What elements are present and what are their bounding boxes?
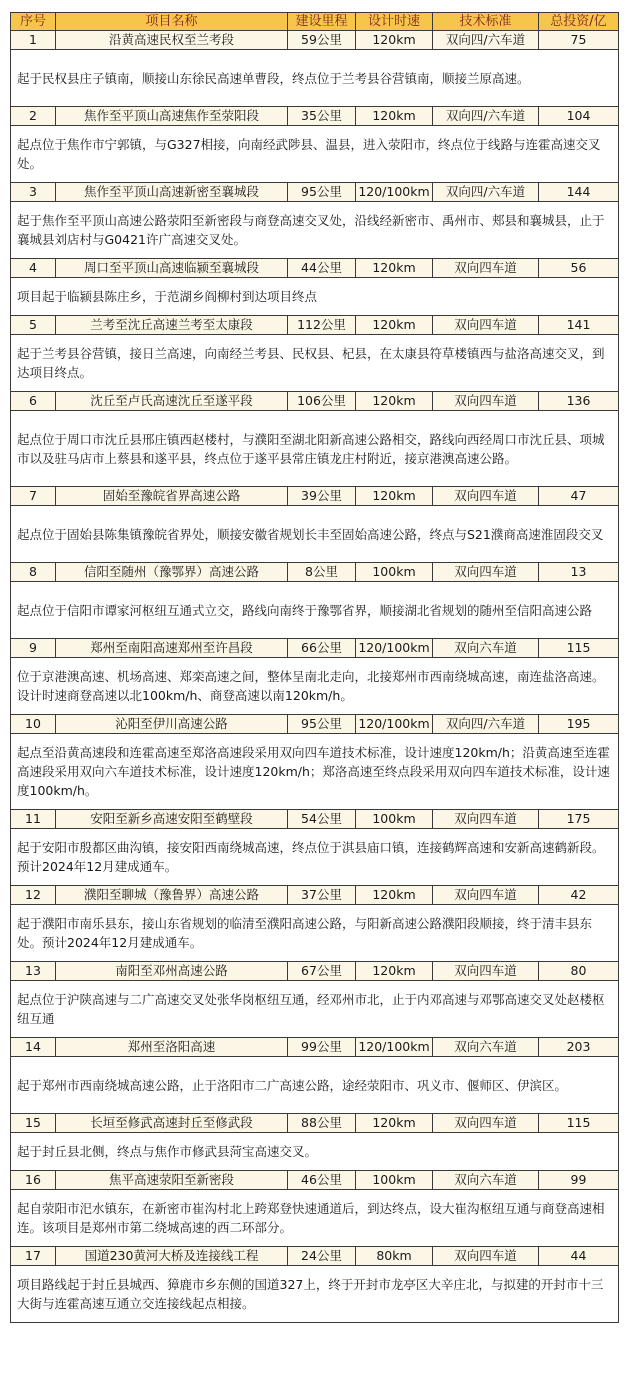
header-investment: 总投资/亿 bbox=[539, 13, 619, 31]
project-desc-row bbox=[11, 278, 619, 316]
table-header-row bbox=[11, 13, 619, 31]
project-row bbox=[11, 962, 619, 981]
project-length: 54公里 bbox=[288, 810, 356, 829]
project-no: 10 bbox=[11, 715, 56, 734]
project-no: 1 bbox=[11, 31, 56, 50]
project-row bbox=[11, 1171, 619, 1190]
project-investment: 99 bbox=[539, 1171, 619, 1190]
project-length: 24公里 bbox=[288, 1247, 356, 1266]
project-speed: 120km bbox=[356, 962, 433, 981]
project-length: 8公里 bbox=[288, 563, 356, 582]
project-length: 67公里 bbox=[288, 962, 356, 981]
project-desc-row bbox=[11, 506, 619, 563]
project-standard: 双向四车道 bbox=[433, 962, 539, 981]
project-desc-row bbox=[11, 335, 619, 392]
project-standard: 双向四车道 bbox=[433, 1114, 539, 1133]
project-description: 起于兰考县谷营镇，接日兰高速，向南经兰考县、民权县、杞县，在太康县符草楼镇西与盐洛高速交叉，到达项目终点。 bbox=[11, 335, 619, 392]
project-investment: 115 bbox=[539, 1114, 619, 1133]
project-name: 安阳至新乡高速安阳至鹤壁段 bbox=[56, 810, 288, 829]
project-speed: 120/100km bbox=[356, 715, 433, 734]
header-no: 序号 bbox=[11, 13, 56, 31]
project-investment: 175 bbox=[539, 810, 619, 829]
project-investment: 47 bbox=[539, 487, 619, 506]
project-row bbox=[11, 107, 619, 126]
project-speed: 120/100km bbox=[356, 183, 433, 202]
project-investment: 104 bbox=[539, 107, 619, 126]
project-no: 13 bbox=[11, 962, 56, 981]
project-description: 起于安阳市殷都区曲沟镇，接安阳西南绕城高速，终点位于淇县庙口镇，连接鹤辉高速和安新高速鹤新段。预计2024年12月建成通车。 bbox=[11, 829, 619, 886]
project-description: 起于郑州市西南绕城高速公路，止于洛阳市二广高速公路，途经荥阳市、巩义市、偃师区、伊滨区。 bbox=[11, 1057, 619, 1114]
project-speed: 120/100km bbox=[356, 639, 433, 658]
project-no: 7 bbox=[11, 487, 56, 506]
project-length: 35公里 bbox=[288, 107, 356, 126]
project-standard: 双向四车道 bbox=[433, 563, 539, 582]
project-desc-row bbox=[11, 981, 619, 1038]
project-row bbox=[11, 1247, 619, 1266]
project-speed: 120km bbox=[356, 886, 433, 905]
header-length: 建设里程 bbox=[288, 13, 356, 31]
project-standard: 双向六车道 bbox=[433, 639, 539, 658]
project-investment: 42 bbox=[539, 886, 619, 905]
project-length: 66公里 bbox=[288, 639, 356, 658]
project-name: 沁阳至伊川高速公路 bbox=[56, 715, 288, 734]
project-name: 南阳至邓州高速公路 bbox=[56, 962, 288, 981]
project-description: 起点位于固始县陈集镇豫皖省界处，顺接安徽省规划长丰至固始高速公路，终点与S21濮商高速淮固段交叉 bbox=[11, 506, 619, 563]
project-investment: 141 bbox=[539, 316, 619, 335]
project-length: 95公里 bbox=[288, 715, 356, 734]
project-no: 2 bbox=[11, 107, 56, 126]
project-row bbox=[11, 487, 619, 506]
project-standard: 双向四车道 bbox=[433, 392, 539, 411]
project-speed: 120km bbox=[356, 487, 433, 506]
project-length: 99公里 bbox=[288, 1038, 356, 1057]
project-name: 焦作至平顶山高速新密至襄城段 bbox=[56, 183, 288, 202]
project-desc-row bbox=[11, 1133, 619, 1171]
project-investment: 80 bbox=[539, 962, 619, 981]
project-speed: 120km bbox=[356, 31, 433, 50]
project-name: 沈丘至卢氏高速沈丘至遂平段 bbox=[56, 392, 288, 411]
project-desc-row bbox=[11, 734, 619, 810]
project-standard: 双向六车道 bbox=[433, 1171, 539, 1190]
project-no: 9 bbox=[11, 639, 56, 658]
project-name: 国道230黄河大桥及连接线工程 bbox=[56, 1247, 288, 1266]
project-desc-row bbox=[11, 1266, 619, 1323]
project-row bbox=[11, 392, 619, 411]
project-no: 12 bbox=[11, 886, 56, 905]
project-length: 37公里 bbox=[288, 886, 356, 905]
project-investment: 13 bbox=[539, 563, 619, 582]
project-investment: 56 bbox=[539, 259, 619, 278]
project-name: 周口至平顶山高速临颍至襄城段 bbox=[56, 259, 288, 278]
project-description: 项目起于临颍县陈庄乡，于范湖乡阎柳村到达项目终点 bbox=[11, 278, 619, 316]
project-investment: 203 bbox=[539, 1038, 619, 1057]
project-row bbox=[11, 1038, 619, 1057]
project-row bbox=[11, 316, 619, 335]
project-standard: 双向四/六车道 bbox=[433, 107, 539, 126]
project-row bbox=[11, 563, 619, 582]
project-description: 项目路线起于封丘县城西、獐鹿市乡东侧的国道327上，终于开封市龙亭区大辛庄北，与拟建的开封市十三大街与连霍高速互通立交连接线起点相接。 bbox=[11, 1266, 619, 1323]
project-no: 4 bbox=[11, 259, 56, 278]
project-standard: 双向四车道 bbox=[433, 1247, 539, 1266]
project-desc-row bbox=[11, 202, 619, 259]
project-description: 起自荥阳市汜水镇东，在新密市崔沟村北上跨郑登快速通道后，到达终点，设大崔沟枢纽互通与商登高速相连。该项目是郑州市第二绕城高速的西二环部分。 bbox=[11, 1190, 619, 1247]
project-name: 濮阳至聊城（豫鲁界）高速公路 bbox=[56, 886, 288, 905]
project-length: 112公里 bbox=[288, 316, 356, 335]
project-description: 起于焦作至平顶山高速公路荥阳至新密段与商登高速交叉处，沿线经新密市、禹州市、郏县和襄城县，止于襄城县刘店村与G0421许广高速交叉处。 bbox=[11, 202, 619, 259]
project-row bbox=[11, 886, 619, 905]
project-length: 46公里 bbox=[288, 1171, 356, 1190]
project-length: 88公里 bbox=[288, 1114, 356, 1133]
project-speed: 120km bbox=[356, 1114, 433, 1133]
project-speed: 120km bbox=[356, 259, 433, 278]
project-investment: 195 bbox=[539, 715, 619, 734]
project-investment: 136 bbox=[539, 392, 619, 411]
project-no: 14 bbox=[11, 1038, 56, 1057]
project-row bbox=[11, 1114, 619, 1133]
project-name: 兰考至沈丘高速兰考至太康段 bbox=[56, 316, 288, 335]
project-no: 5 bbox=[11, 316, 56, 335]
project-name: 焦作至平顶山高速焦作至荥阳段 bbox=[56, 107, 288, 126]
project-speed: 100km bbox=[356, 1171, 433, 1190]
project-row bbox=[11, 810, 619, 829]
project-table bbox=[10, 12, 619, 1323]
project-description: 起于民权县庄子镇南，顺接山东徐民高速单曹段，终点位于兰考县谷营镇南，顺接兰原高速。 bbox=[11, 50, 619, 107]
project-row bbox=[11, 31, 619, 50]
project-no: 3 bbox=[11, 183, 56, 202]
project-standard: 双向四车道 bbox=[433, 886, 539, 905]
project-name: 长垣至修武高速封丘至修武段 bbox=[56, 1114, 288, 1133]
project-speed: 100km bbox=[356, 810, 433, 829]
project-standard: 双向六车道 bbox=[433, 1038, 539, 1057]
header-name: 项目名称 bbox=[56, 13, 288, 31]
project-length: 59公里 bbox=[288, 31, 356, 50]
project-standard: 双向四/六车道 bbox=[433, 183, 539, 202]
project-desc-row bbox=[11, 1190, 619, 1247]
project-standard: 双向四车道 bbox=[433, 259, 539, 278]
project-standard: 双向四/六车道 bbox=[433, 715, 539, 734]
project-standard: 双向四车道 bbox=[433, 810, 539, 829]
project-desc-row bbox=[11, 126, 619, 183]
project-desc-row bbox=[11, 1057, 619, 1114]
project-name: 信阳至随州（豫鄂界）高速公路 bbox=[56, 563, 288, 582]
project-name: 固始至豫皖省界高速公路 bbox=[56, 487, 288, 506]
project-name: 焦平高速荥阳至新密段 bbox=[56, 1171, 288, 1190]
project-speed: 100km bbox=[356, 563, 433, 582]
project-investment: 75 bbox=[539, 31, 619, 50]
project-name: 郑州至南阳高速郑州至许昌段 bbox=[56, 639, 288, 658]
project-speed: 120/100km bbox=[356, 1038, 433, 1057]
project-length: 44公里 bbox=[288, 259, 356, 278]
project-standard: 双向四车道 bbox=[433, 487, 539, 506]
project-investment: 115 bbox=[539, 639, 619, 658]
project-standard: 双向四/六车道 bbox=[433, 31, 539, 50]
project-description: 起点位于信阳市谭家河枢纽互通式立交，路线向南终于豫鄂省界，顺接湖北省规划的随州至信阳高速公路 bbox=[11, 582, 619, 639]
project-desc-row bbox=[11, 658, 619, 715]
project-desc-row bbox=[11, 905, 619, 962]
header-speed: 设计时速 bbox=[356, 13, 433, 31]
project-description: 起于封丘县北侧，终点与焦作市修武县菏宝高速交叉。 bbox=[11, 1133, 619, 1171]
project-length: 39公里 bbox=[288, 487, 356, 506]
project-desc-row bbox=[11, 829, 619, 886]
project-name: 沿黄高速民权至兰考段 bbox=[56, 31, 288, 50]
project-no: 17 bbox=[11, 1247, 56, 1266]
header-standard: 技术标准 bbox=[433, 13, 539, 31]
project-standard: 双向四车道 bbox=[433, 316, 539, 335]
project-speed: 120km bbox=[356, 107, 433, 126]
project-desc-row bbox=[11, 411, 619, 487]
project-no: 16 bbox=[11, 1171, 56, 1190]
project-speed: 120km bbox=[356, 392, 433, 411]
project-row bbox=[11, 715, 619, 734]
project-row bbox=[11, 183, 619, 202]
project-speed: 120km bbox=[356, 316, 433, 335]
project-no: 8 bbox=[11, 563, 56, 582]
project-description: 起点位于焦作市宁郭镇，与G327相接，向南经武陟县、温县，进入荥阳市，终点位于线路与连霍高速交叉处。 bbox=[11, 126, 619, 183]
project-speed: 80km bbox=[356, 1247, 433, 1266]
project-investment: 144 bbox=[539, 183, 619, 202]
project-length: 95公里 bbox=[288, 183, 356, 202]
project-no: 11 bbox=[11, 810, 56, 829]
project-length: 106公里 bbox=[288, 392, 356, 411]
project-investment: 44 bbox=[539, 1247, 619, 1266]
project-description: 起点位于周口市沈丘县邢庄镇西赵楼村，与濮阳至湖北阳新高速公路相交，路线向西经周口市沈丘县、项城市以及驻马店市上蔡县和遂平县，终点位于遂平县常庄镇龙庄村附近，接京港澳高速公路。 bbox=[11, 411, 619, 487]
project-desc-row bbox=[11, 582, 619, 639]
project-description: 起点至沿黄高速段和连霍高速至郑洛高速段采用双向四车道技术标准，设计速度120km/h；沿黄高速至连霍高速段采用双向六车道技术标准，设计速度120km/h；郑洛高速至终点段采用双向四车道技术标准，设计速度100km/h。 bbox=[11, 734, 619, 810]
project-no: 6 bbox=[11, 392, 56, 411]
project-desc-row bbox=[11, 50, 619, 107]
project-row bbox=[11, 259, 619, 278]
project-description: 起点位于沪陕高速与二广高速交叉处张华岗枢纽互通，经邓州市北，止于内邓高速与邓鄂高速交叉处赵楼枢纽互通 bbox=[11, 981, 619, 1038]
project-row bbox=[11, 639, 619, 658]
project-no: 15 bbox=[11, 1114, 56, 1133]
project-description: 起于濮阳市南乐县东，接山东省规划的临清至濮阳高速公路，与阳新高速公路濮阳段顺接，终于清丰县东处。预计2024年12月建成通车。 bbox=[11, 905, 619, 962]
project-description: 位于京港澳高速、机场高速、郑栾高速之间，整体呈南北走向，北接郑州市西南绕城高速，南连盐洛高速。设计时速商登高速以北100km/h、商登高速以南120km/h。 bbox=[11, 658, 619, 715]
project-name: 郑州至洛阳高速 bbox=[56, 1038, 288, 1057]
